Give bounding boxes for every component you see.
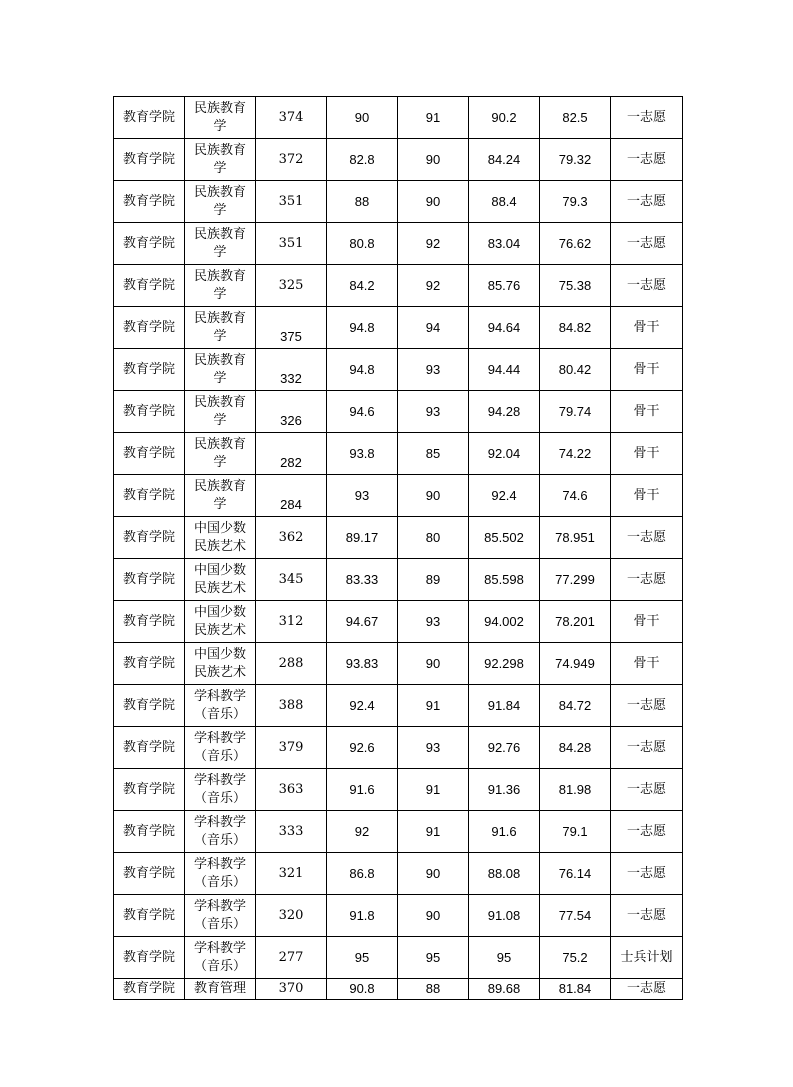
score-3-cell: 94.28 [469, 391, 540, 433]
plan-type-cell: 一志愿 [611, 181, 683, 223]
score-1-cell: 92 [327, 811, 398, 853]
major-cell: 学科教学 （音乐） [185, 727, 256, 769]
score-2-cell: 93 [398, 601, 469, 643]
score-4-cell: 79.32 [540, 139, 611, 181]
plan-type-cell: 士兵计划 [611, 937, 683, 979]
score-1-cell: 90 [327, 97, 398, 139]
total-score-cell: 374 [256, 97, 327, 139]
score-2-cell: 91 [398, 769, 469, 811]
major-cell: 学科教学 （音乐） [185, 937, 256, 979]
score-4-cell: 76.14 [540, 853, 611, 895]
college-cell: 教育学院 [114, 181, 185, 223]
major-cell: 民族教育 学 [185, 433, 256, 475]
table-row [114, 937, 683, 979]
score-3-cell: 94.002 [469, 601, 540, 643]
score-3-cell: 85.76 [469, 265, 540, 307]
table-row [114, 349, 683, 391]
plan-type-cell: 骨干 [611, 475, 683, 517]
major-cell: 中国少数 民族艺术 [185, 643, 256, 685]
table-row [114, 769, 683, 811]
major-cell: 学科教学 （音乐） [185, 769, 256, 811]
major-cell: 中国少数 民族艺术 [185, 517, 256, 559]
major-cell: 民族教育 学 [185, 349, 256, 391]
score-1-cell: 83.33 [327, 559, 398, 601]
table-row [114, 559, 683, 601]
plan-type-cell: 一志愿 [611, 853, 683, 895]
score-2-cell: 93 [398, 391, 469, 433]
table-row [114, 391, 683, 433]
admission-score-table [113, 96, 683, 1000]
score-1-cell: 84.2 [327, 265, 398, 307]
table-row [114, 97, 683, 139]
major-cell: 民族教育 学 [185, 181, 256, 223]
college-cell: 教育学院 [114, 643, 185, 685]
total-score-cell: 375 [256, 307, 327, 349]
total-score-cell: 321 [256, 853, 327, 895]
score-1-cell: 91.6 [327, 769, 398, 811]
total-score-cell: 277 [256, 937, 327, 979]
plan-type-cell: 一志愿 [611, 265, 683, 307]
college-cell: 教育学院 [114, 979, 185, 1000]
college-cell: 教育学院 [114, 853, 185, 895]
plan-type-cell: 一志愿 [611, 769, 683, 811]
total-score-cell: 284 [256, 475, 327, 517]
score-2-cell: 88 [398, 979, 469, 1000]
college-cell: 教育学院 [114, 97, 185, 139]
table-row [114, 853, 683, 895]
score-1-cell: 82.8 [327, 139, 398, 181]
score-4-cell: 81.84 [540, 979, 611, 1000]
college-cell: 教育学院 [114, 475, 185, 517]
score-1-cell: 92.4 [327, 685, 398, 727]
total-score-cell: 320 [256, 895, 327, 937]
score-3-cell: 89.68 [469, 979, 540, 1000]
college-cell: 教育学院 [114, 139, 185, 181]
score-1-cell: 94.8 [327, 307, 398, 349]
score-2-cell: 80 [398, 517, 469, 559]
score-2-cell: 90 [398, 643, 469, 685]
table-row [114, 643, 683, 685]
college-cell: 教育学院 [114, 433, 185, 475]
score-4-cell: 74.22 [540, 433, 611, 475]
score-4-cell: 80.42 [540, 349, 611, 391]
total-score-cell: 388 [256, 685, 327, 727]
plan-type-cell: 一志愿 [611, 811, 683, 853]
table-row [114, 979, 683, 1000]
college-cell: 教育学院 [114, 811, 185, 853]
score-4-cell: 84.28 [540, 727, 611, 769]
plan-type-cell: 骨干 [611, 349, 683, 391]
plan-type-cell: 一志愿 [611, 979, 683, 1000]
total-score-cell: 312 [256, 601, 327, 643]
major-cell: 民族教育 学 [185, 265, 256, 307]
score-1-cell: 92.6 [327, 727, 398, 769]
score-2-cell: 91 [398, 97, 469, 139]
major-cell: 民族教育 学 [185, 307, 256, 349]
plan-type-cell: 一志愿 [611, 559, 683, 601]
total-score-cell: 370 [256, 979, 327, 1000]
total-score-cell: 282 [256, 433, 327, 475]
plan-type-cell: 一志愿 [611, 139, 683, 181]
score-2-cell: 95 [398, 937, 469, 979]
score-3-cell: 90.2 [469, 97, 540, 139]
score-2-cell: 90 [398, 853, 469, 895]
table-row [114, 517, 683, 559]
major-cell: 教育管理 [185, 979, 256, 1000]
plan-type-cell: 骨干 [611, 601, 683, 643]
major-cell: 民族教育 学 [185, 97, 256, 139]
score-1-cell: 88 [327, 181, 398, 223]
score-1-cell: 94.67 [327, 601, 398, 643]
table-row [114, 727, 683, 769]
major-cell: 中国少数 民族艺术 [185, 601, 256, 643]
score-2-cell: 90 [398, 895, 469, 937]
major-cell: 民族教育 学 [185, 475, 256, 517]
college-cell: 教育学院 [114, 601, 185, 643]
table-row [114, 601, 683, 643]
score-1-cell: 93.8 [327, 433, 398, 475]
table-row [114, 811, 683, 853]
score-4-cell: 82.5 [540, 97, 611, 139]
score-2-cell: 92 [398, 223, 469, 265]
major-cell: 民族教育 学 [185, 139, 256, 181]
college-cell: 教育学院 [114, 937, 185, 979]
plan-type-cell: 一志愿 [611, 685, 683, 727]
score-3-cell: 94.64 [469, 307, 540, 349]
score-2-cell: 85 [398, 433, 469, 475]
score-1-cell: 86.8 [327, 853, 398, 895]
table-row [114, 433, 683, 475]
total-score-cell: 372 [256, 139, 327, 181]
score-3-cell: 88.08 [469, 853, 540, 895]
total-score-cell: 345 [256, 559, 327, 601]
total-score-cell: 325 [256, 265, 327, 307]
major-cell: 民族教育 学 [185, 391, 256, 433]
college-cell: 教育学院 [114, 895, 185, 937]
major-cell: 民族教育 学 [185, 223, 256, 265]
plan-type-cell: 骨干 [611, 391, 683, 433]
total-score-cell: 351 [256, 181, 327, 223]
table-row [114, 307, 683, 349]
score-4-cell: 77.299 [540, 559, 611, 601]
score-1-cell: 91.8 [327, 895, 398, 937]
college-cell: 教育学院 [114, 517, 185, 559]
major-cell: 学科教学 （音乐） [185, 895, 256, 937]
score-3-cell: 91.36 [469, 769, 540, 811]
score-2-cell: 90 [398, 475, 469, 517]
total-score-cell: 379 [256, 727, 327, 769]
score-3-cell: 92.4 [469, 475, 540, 517]
score-3-cell: 88.4 [469, 181, 540, 223]
total-score-cell: 362 [256, 517, 327, 559]
score-1-cell: 93.83 [327, 643, 398, 685]
score-3-cell: 92.04 [469, 433, 540, 475]
plan-type-cell: 一志愿 [611, 223, 683, 265]
total-score-cell: 333 [256, 811, 327, 853]
total-score-cell: 326 [256, 391, 327, 433]
score-4-cell: 78.951 [540, 517, 611, 559]
score-2-cell: 92 [398, 265, 469, 307]
score-4-cell: 74.6 [540, 475, 611, 517]
score-4-cell: 76.62 [540, 223, 611, 265]
score-4-cell: 79.3 [540, 181, 611, 223]
score-1-cell: 94.8 [327, 349, 398, 391]
score-3-cell: 91.84 [469, 685, 540, 727]
score-4-cell: 75.38 [540, 265, 611, 307]
college-cell: 教育学院 [114, 265, 185, 307]
score-2-cell: 93 [398, 727, 469, 769]
score-1-cell: 89.17 [327, 517, 398, 559]
score-2-cell: 91 [398, 811, 469, 853]
score-1-cell: 94.6 [327, 391, 398, 433]
score-3-cell: 85.502 [469, 517, 540, 559]
table-row [114, 265, 683, 307]
score-4-cell: 78.201 [540, 601, 611, 643]
score-4-cell: 75.2 [540, 937, 611, 979]
score-4-cell: 77.54 [540, 895, 611, 937]
college-cell: 教育学院 [114, 685, 185, 727]
major-cell: 学科教学 （音乐） [185, 685, 256, 727]
plan-type-cell: 一志愿 [611, 517, 683, 559]
score-4-cell: 84.82 [540, 307, 611, 349]
score-1-cell: 95 [327, 937, 398, 979]
score-3-cell: 83.04 [469, 223, 540, 265]
score-4-cell: 81.98 [540, 769, 611, 811]
table-row [114, 475, 683, 517]
college-cell: 教育学院 [114, 727, 185, 769]
table-row [114, 181, 683, 223]
score-1-cell: 93 [327, 475, 398, 517]
college-cell: 教育学院 [114, 349, 185, 391]
total-score-cell: 363 [256, 769, 327, 811]
college-cell: 教育学院 [114, 307, 185, 349]
college-cell: 教育学院 [114, 559, 185, 601]
score-3-cell: 95 [469, 937, 540, 979]
major-cell: 学科教学 （音乐） [185, 811, 256, 853]
score-3-cell: 92.76 [469, 727, 540, 769]
score-3-cell: 91.6 [469, 811, 540, 853]
score-2-cell: 94 [398, 307, 469, 349]
score-1-cell: 80.8 [327, 223, 398, 265]
total-score-cell: 351 [256, 223, 327, 265]
score-3-cell: 84.24 [469, 139, 540, 181]
table-row [114, 895, 683, 937]
score-4-cell: 84.72 [540, 685, 611, 727]
score-2-cell: 90 [398, 139, 469, 181]
major-cell: 学科教学 （音乐） [185, 853, 256, 895]
score-2-cell: 90 [398, 181, 469, 223]
plan-type-cell: 骨干 [611, 307, 683, 349]
score-2-cell: 89 [398, 559, 469, 601]
major-cell: 中国少数 民族艺术 [185, 559, 256, 601]
score-3-cell: 91.08 [469, 895, 540, 937]
score-3-cell: 94.44 [469, 349, 540, 391]
total-score-cell: 288 [256, 643, 327, 685]
plan-type-cell: 骨干 [611, 433, 683, 475]
score-3-cell: 85.598 [469, 559, 540, 601]
score-2-cell: 91 [398, 685, 469, 727]
college-cell: 教育学院 [114, 223, 185, 265]
table-body [114, 97, 683, 1000]
plan-type-cell: 骨干 [611, 643, 683, 685]
plan-type-cell: 一志愿 [611, 97, 683, 139]
score-3-cell: 92.298 [469, 643, 540, 685]
score-2-cell: 93 [398, 349, 469, 391]
table-row [114, 139, 683, 181]
plan-type-cell: 一志愿 [611, 727, 683, 769]
college-cell: 教育学院 [114, 391, 185, 433]
table-row [114, 223, 683, 265]
score-4-cell: 79.1 [540, 811, 611, 853]
college-cell: 教育学院 [114, 769, 185, 811]
total-score-cell: 332 [256, 349, 327, 391]
score-1-cell: 90.8 [327, 979, 398, 1000]
score-4-cell: 79.74 [540, 391, 611, 433]
table-row [114, 685, 683, 727]
plan-type-cell: 一志愿 [611, 895, 683, 937]
score-4-cell: 74.949 [540, 643, 611, 685]
